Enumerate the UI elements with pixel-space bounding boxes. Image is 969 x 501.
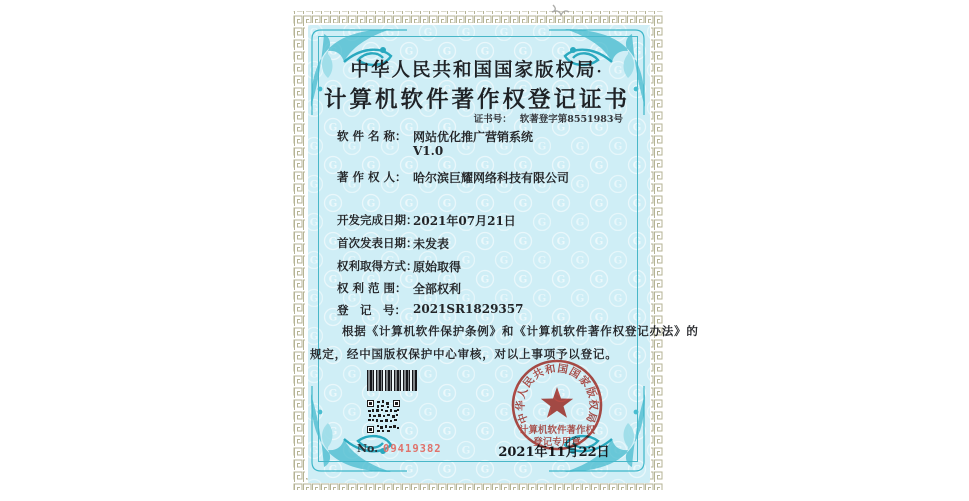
seal-line1: 计算机软件著作权: [518, 425, 596, 436]
field-label: 著 作 权 人：: [337, 170, 407, 184]
seal-ring-text: 中华人民共和国国家版权局: [514, 362, 600, 425]
software-version: V1.0: [413, 144, 444, 158]
statement-line2: 规定，经中国版权保护中心审核，对以上事项予以登记。: [310, 347, 618, 361]
field-value: 2021SR1829357: [413, 302, 524, 316]
field-label: 软 件 名 称：: [337, 129, 407, 143]
field-label: 登 记 号：: [337, 303, 406, 317]
field-value: 2021年07月21日: [413, 214, 516, 228]
certificate-number-value: 软著登字第8551983号: [519, 114, 623, 125]
field-value: 哈尔滨巨耀网络科技有限公司: [413, 171, 570, 185]
authority-suffix: ·: [596, 64, 604, 80]
serial-prefix: No.: [357, 442, 379, 455]
official-seal: [285, 3, 671, 498]
field-label: 权 利 范 围：: [337, 281, 407, 295]
certificate: [285, 3, 699, 498]
field-value: 全部权利: [413, 282, 462, 296]
field-label: 开发完成日期：: [337, 213, 418, 227]
field-value: 网站优化推广营销系统: [413, 130, 534, 144]
statement-line1: 根据《计算机软件保护条例》和《计算机软件著作权登记办法》的: [342, 324, 699, 338]
authority-name: 中华人民共和国国家版权局: [350, 60, 597, 81]
serial-value: 09419382: [383, 443, 442, 455]
certificate-title: 计算机软件著作权登记证书: [323, 87, 630, 113]
field-value: 未发表: [413, 237, 450, 251]
issue-date: 2021年11月22日: [498, 445, 610, 460]
certificate-number-label: 证书号：: [473, 114, 512, 125]
field-label: 权利取得方式：: [337, 259, 418, 273]
star-icon: [541, 387, 573, 418]
seal-line2: 登记专用章: [533, 437, 581, 448]
field-label: 首次发表日期：: [337, 236, 418, 250]
field-value: 原始取得: [413, 260, 462, 274]
